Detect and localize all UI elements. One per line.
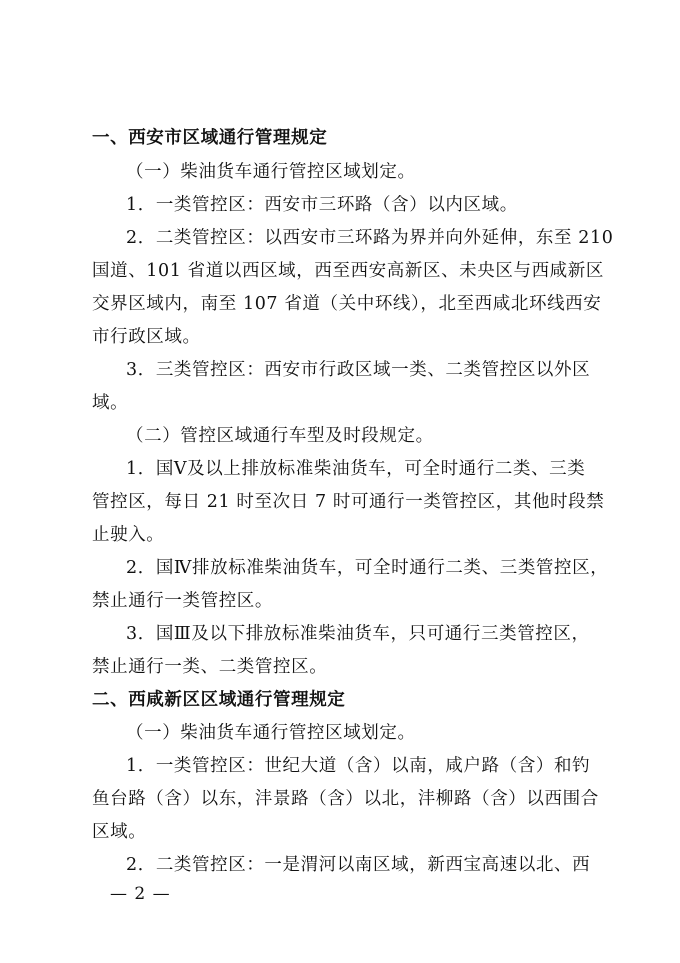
paragraph-line: 1．国Ⅴ及以上排放标准柴油货车，可全时通行二类、三类 [126, 459, 586, 479]
paragraph-line: 交界区域内，南至 107 省道（关中环线），北至西咸北环线西安 [92, 294, 602, 314]
paragraph-line: 1．一类管控区：世纪大道（含）以南，咸户路（含）和钓 [126, 756, 591, 776]
paragraph-line: 管控区，每日 21 时至次日 7 时可通行一类管控区，其他时段禁 [92, 492, 605, 512]
paragraph-line: 国道、101 省道以西区域，西至西安高新区、未央区与西咸新区 [92, 261, 604, 281]
paragraph-line: 3．国Ⅲ及以下排放标准柴油货车，只可通行三类管控区， [126, 624, 590, 644]
paragraph-line: 区域。 [92, 822, 147, 842]
section1-sub2-title: （二）管控区域通行车型及时段规定。 [126, 426, 434, 446]
paragraph-line: 禁止通行一类、二类管控区。 [92, 657, 328, 677]
paragraph-line: 2．二类管控区：一是渭河以南区域，新西宝高速以北、西 [126, 855, 591, 875]
paragraph-line: 2．国Ⅳ排放标准柴油货车，可全时通行二类、三类管控区， [126, 558, 609, 578]
paragraph-line: 鱼台路（含）以东，沣景路（含）以北，沣柳路（含）以西围合 [92, 789, 599, 809]
paragraph-line: 3．三类管控区：西安市行政区域一类、二类管控区以外区 [126, 360, 591, 380]
section2-sub1-title: （一）柴油货车通行管控区域划定。 [126, 723, 416, 743]
page-number: — 2 — [110, 884, 171, 904]
paragraph-line: 1．一类管控区：西安市三环路（含）以内区域。 [126, 195, 518, 215]
section2-heading: 二、西咸新区区域通行管理规定 [92, 690, 346, 710]
section1-sub1-title: （一）柴油货车通行管控区域划定。 [126, 162, 416, 182]
paragraph-line: 禁止通行一类管控区。 [92, 591, 273, 611]
paragraph-line: 2．二类管控区：以西安市三环路为界并向外延伸，东至 210 [126, 228, 614, 248]
paragraph-line: 域。 [92, 393, 129, 413]
paragraph-line: 止驶入。 [92, 525, 165, 545]
paragraph-line: 市行政区域。 [92, 327, 201, 347]
section1-heading: 一、西安市区域通行管理规定 [92, 128, 328, 148]
